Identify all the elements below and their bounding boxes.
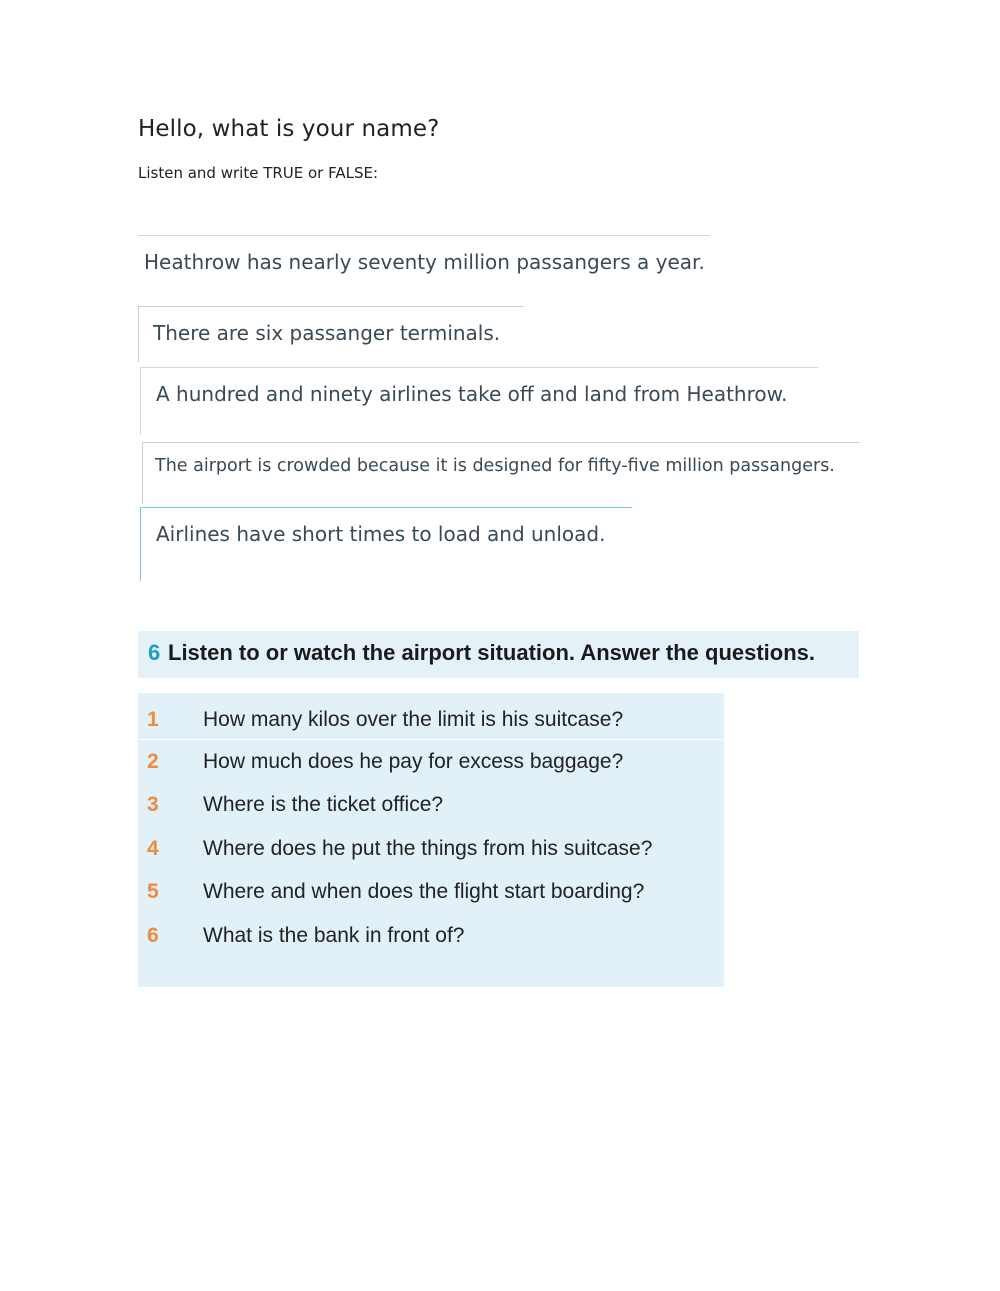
question-row	[138, 738, 724, 781]
statement-2-text: There are six passanger terminals.	[153, 321, 501, 345]
question-number: 2	[147, 750, 159, 773]
statement-3-text: A hundred and ninety airlines take off and land from Heathrow.	[156, 382, 788, 406]
exercise-6-header	[138, 631, 859, 678]
question-row	[138, 696, 724, 740]
question-row	[138, 912, 724, 955]
statement-5	[140, 507, 632, 581]
questions-panel	[138, 693, 724, 987]
question-number: 5	[147, 880, 159, 903]
question-row	[138, 825, 724, 868]
question-text: Where does he put the things from his suitcase?	[203, 837, 653, 860]
question-text: What is the bank in front of?	[203, 924, 465, 947]
exercise-heading: Listen to or watch the airport situation. Answer the questions.	[168, 640, 816, 665]
statement-4-text: The airport is crowded because it is designed for fifty-five million passangers.	[155, 456, 835, 476]
question-number: 4	[147, 837, 159, 860]
question-text: Where and when does the flight start boarding?	[203, 880, 645, 903]
question-text: How many kilos over the limit is his suitcase?	[203, 708, 624, 731]
question-row	[138, 868, 724, 911]
statement-3	[140, 367, 818, 435]
instruction-text: Listen and write TRUE or FALSE:	[138, 164, 379, 182]
statement-5-text: Airlines have short times to load and unload.	[156, 522, 606, 546]
statement-1-text: Heathrow has nearly seventy million passangers a year.	[144, 250, 705, 274]
statement-4	[142, 442, 860, 504]
page-title: Hello, what is your name?	[138, 116, 440, 142]
question-text: How much does he pay for excess baggage?	[203, 750, 624, 773]
statement-2	[138, 306, 524, 362]
statement-1	[138, 235, 710, 285]
exercise-number: 6	[148, 640, 161, 665]
question-number: 6	[147, 924, 159, 947]
question-row	[138, 781, 724, 824]
question-text: Where is the ticket office?	[203, 793, 444, 816]
question-number: 3	[147, 793, 159, 816]
question-number: 1	[147, 708, 159, 731]
